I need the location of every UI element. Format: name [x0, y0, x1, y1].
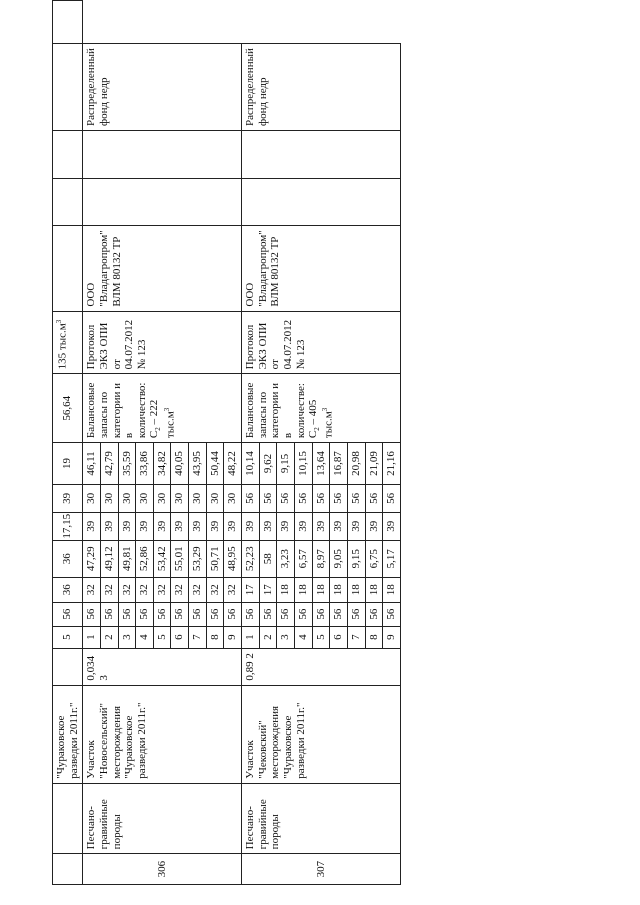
coordinate-cell: 30	[224, 484, 242, 512]
point-number: 5	[153, 626, 171, 648]
coordinate-cell: 56	[330, 484, 348, 512]
area-cell	[53, 648, 83, 685]
dash: –	[307, 416, 320, 428]
reserves-volume: 405 тыс.м	[307, 399, 336, 439]
continuation-row	[53, 1, 83, 885]
empty-cell	[53, 179, 83, 226]
coordinate-cell: 56	[347, 602, 365, 626]
area-cell: 0,034 3	[83, 648, 242, 685]
point-number: 2	[100, 626, 118, 648]
coordinate-cell: 6,57	[294, 540, 312, 577]
coordinate-cell: 56	[259, 484, 277, 512]
mineral-cell: Песчано-гравийные породы	[242, 783, 401, 854]
coordinate-cell: 39	[153, 512, 171, 540]
coordinate-cell: 30	[136, 484, 154, 512]
coordinate-cell: 36	[53, 540, 83, 577]
coordinate-cell: 32	[189, 577, 207, 602]
coordinate-cell: 56	[365, 484, 383, 512]
reserves-volume-sup: 3	[162, 407, 171, 412]
point-number: 5	[312, 626, 330, 648]
number-cell	[53, 854, 83, 885]
coordinate-cell: 39	[100, 512, 118, 540]
coordinate-cell: 56	[277, 602, 295, 626]
coordinate-cell: 18	[383, 577, 401, 602]
coordinate-cell: 49,12	[100, 540, 118, 577]
coordinate-cell: 56	[206, 602, 224, 626]
point-number: 4	[294, 626, 312, 648]
coordinate-cell: 39	[189, 512, 207, 540]
coordinate-cell: 9,15	[277, 443, 295, 485]
coordinate-cell: 50,71	[206, 540, 224, 577]
coordinate-cell: 32	[153, 577, 171, 602]
coordinate-cell: 30	[171, 484, 189, 512]
area-cell: 0,89 2	[242, 648, 401, 685]
object-cell: Участок "Новосельский" месторождения "Чураковское разведки 2011г."	[83, 685, 242, 783]
coordinate-cell: 56	[330, 602, 348, 626]
point-number: 6	[330, 626, 348, 648]
coordinate-cell: 39	[224, 512, 242, 540]
coordinate-cell: 56	[171, 602, 189, 626]
coordinate-cell: 56	[224, 602, 242, 626]
coordinate-cell: 13,64	[312, 443, 330, 485]
coordinate-cell: 5	[53, 626, 83, 648]
deposits-table	[52, 0, 401, 885]
coordinate-cell: 56	[294, 602, 312, 626]
coordinate-cell: 39	[312, 512, 330, 540]
coordinate-cell: 32	[136, 577, 154, 602]
empty-cell	[53, 131, 83, 179]
reserves-category: C	[307, 430, 320, 439]
coordinate-cell: 56	[294, 484, 312, 512]
reserves-category-sub: 2	[154, 427, 163, 431]
empty-cell	[83, 179, 242, 226]
coordinate-cell: 39	[171, 512, 189, 540]
point-row	[242, 1, 260, 885]
point-number: 9	[224, 626, 242, 648]
reserves-cell	[83, 374, 242, 443]
coordinate-cell: 49,81	[118, 540, 136, 577]
coordinate-cell: 56	[118, 602, 136, 626]
coordinate-cell: 39	[83, 512, 101, 540]
coordinate-cell: 39	[206, 512, 224, 540]
coordinate-cell: 48,95	[224, 540, 242, 577]
coordinate-cell: 30	[83, 484, 101, 512]
coordinate-cell: 53,29	[189, 540, 207, 577]
coordinate-cell: 32	[224, 577, 242, 602]
coordinate-cell: 36	[53, 577, 83, 602]
reserves-unit-sup: 3	[55, 319, 63, 324]
coordinate-cell: 39	[53, 484, 83, 512]
coordinate-cell: 18	[312, 577, 330, 602]
coordinate-cell: 56	[383, 602, 401, 626]
empty-cell	[53, 226, 83, 311]
empty-cell	[53, 44, 83, 131]
record-number: 307	[242, 854, 401, 885]
coordinate-cell: 9,15	[347, 540, 365, 577]
coordinate-cell: 32	[118, 577, 136, 602]
coordinate-cell: 30	[189, 484, 207, 512]
point-number: 3	[277, 626, 295, 648]
reserves-value: 135 тыс.м	[56, 323, 69, 370]
coordinate-cell: 16,87	[330, 443, 348, 485]
coordinate-cell: 30	[153, 484, 171, 512]
coordinate-cell: 39	[118, 512, 136, 540]
coordinate-cell: 35,59	[118, 443, 136, 485]
coordinate-cell: 9,05	[330, 540, 348, 577]
coordinate-cell: 39	[365, 512, 383, 540]
point-number: 2	[259, 626, 277, 648]
coordinate-cell: 30	[100, 484, 118, 512]
point-number: 8	[365, 626, 383, 648]
coordinate-cell: 55,01	[171, 540, 189, 577]
coordinate-cell: 56	[347, 484, 365, 512]
coordinate-cell: 5,17	[383, 540, 401, 577]
dash: –	[148, 416, 161, 428]
coordinate-cell: 56	[242, 602, 260, 626]
coordinate-cell: 21,09	[365, 443, 383, 485]
coordinate-cell: 48,22	[224, 443, 242, 485]
coordinate-cell: 56	[189, 602, 207, 626]
coordinate-cell: 46,11	[83, 443, 101, 485]
coordinate-cell: 58	[259, 540, 277, 577]
record-number: 306	[83, 854, 242, 885]
coordinate-cell: 56	[53, 602, 83, 626]
coordinate-cell: 52,86	[136, 540, 154, 577]
point-number: 9	[383, 626, 401, 648]
coordinate-cell: 39	[294, 512, 312, 540]
coordinate-cell: 39	[330, 512, 348, 540]
coordinate-cell: 56	[83, 602, 101, 626]
reserves-category: C	[148, 430, 161, 439]
coordinate-cell: 17,15	[53, 512, 83, 540]
reserves-category-sub: 2	[313, 427, 322, 431]
coordinate-cell: 39	[259, 512, 277, 540]
coordinate-cell: 39	[242, 512, 260, 540]
coordinate-cell: 10,15	[294, 443, 312, 485]
reserves-text: Балансовые запасы по категории и в количестве:	[244, 382, 307, 439]
empty-cell	[83, 131, 242, 179]
coordinate-cell: 56	[153, 602, 171, 626]
point-number: 1	[242, 626, 260, 648]
coordinate-cell: 53,42	[153, 540, 171, 577]
coordinate-cell: 40,05	[171, 443, 189, 485]
coordinate-cell: 50,44	[206, 443, 224, 485]
mineral-cell	[53, 783, 83, 854]
coordinate-cell: 34,82	[153, 443, 171, 485]
coordinate-cell: 32	[171, 577, 189, 602]
point-row	[83, 1, 101, 885]
coordinate-cell: 56	[259, 602, 277, 626]
coordinate-cell: 47,29	[83, 540, 101, 577]
license-cell: ООО "Владагропром" ВЛМ 80132 ТР	[83, 226, 242, 311]
reserves-volume: 222 тыс.м	[148, 399, 177, 439]
coordinate-cell: 56	[312, 602, 330, 626]
point-number: 7	[189, 626, 207, 648]
reserves-volume-sup: 3	[321, 407, 330, 412]
mineral-cell: Песчано-гравийные породы	[83, 783, 242, 854]
point-number: 8	[206, 626, 224, 648]
coordinate-cell: 9,62	[259, 443, 277, 485]
coordinate-cell: 17	[242, 577, 260, 602]
coordinate-cell: 32	[83, 577, 101, 602]
coordinate-cell: 39	[383, 512, 401, 540]
coordinate-cell: 18	[330, 577, 348, 602]
coordinate-cell: 56	[383, 484, 401, 512]
coordinate-cell: 18	[294, 577, 312, 602]
coordinate-cell: 19	[53, 443, 83, 485]
coordinate-cell: 39	[277, 512, 295, 540]
license-cell: ООО "Владагропром" ВЛМ 80132 ТР	[242, 226, 401, 311]
coordinate-cell: 56	[136, 602, 154, 626]
object-cell: Участок "Чековский" месторождения "Чураковское разведки 2011г."	[242, 685, 401, 783]
point-number: 7	[347, 626, 365, 648]
coordinate-cell: 43,95	[189, 443, 207, 485]
coordinate-cell: 18	[365, 577, 383, 602]
status-cell: Распределенный фонд недр	[242, 44, 401, 131]
coordinate-cell: 6,75	[365, 540, 383, 577]
reserves-text: Балансовые запасы по категории и в количество:	[85, 382, 148, 439]
reserves-amount	[148, 378, 177, 438]
coordinate-cell: 20,98	[347, 443, 365, 485]
coordinate-cell: 42,79	[100, 443, 118, 485]
reserves-amount	[307, 378, 336, 438]
coordinate-cell: 17	[259, 577, 277, 602]
coordinate-cell: 56	[312, 484, 330, 512]
coordinate-cell: 30	[206, 484, 224, 512]
coordinate-cell: 3,23	[277, 540, 295, 577]
coordinate-cell: 56	[100, 602, 118, 626]
reserves-cell	[242, 374, 401, 443]
coordinate-cell: 39	[347, 512, 365, 540]
protocol-cell: Протокол ЭКЗ ОПИ от 04.07.2012 № 123	[83, 311, 242, 374]
coordinate-cell: 10,14	[242, 443, 260, 485]
coordinate-cell: 18	[277, 577, 295, 602]
coordinate-cell: 18	[347, 577, 365, 602]
coordinate-cell: 56	[365, 602, 383, 626]
coordinate-cell: 56,64	[53, 374, 83, 443]
point-number: 6	[171, 626, 189, 648]
object-cell: "Чураковское разведки 2011г."	[53, 685, 83, 783]
coordinate-cell: 32	[206, 577, 224, 602]
coordinate-cell: 32	[100, 577, 118, 602]
coordinate-cell: 39	[136, 512, 154, 540]
point-number: 4	[136, 626, 154, 648]
empty-cell	[53, 1, 83, 44]
coordinate-cell: 30	[118, 484, 136, 512]
point-number: 3	[118, 626, 136, 648]
coordinate-cell: 21,16	[383, 443, 401, 485]
coordinate-cell: 52,23	[242, 540, 260, 577]
point-number: 1	[83, 626, 101, 648]
status-cell: Распределенный фонд недр	[83, 44, 242, 131]
reserves-cell	[53, 311, 83, 374]
empty-cell	[242, 131, 401, 179]
empty-cell	[242, 179, 401, 226]
coordinate-cell: 33,86	[136, 443, 154, 485]
protocol-cell: Протокол ЭКЗ ОПИ от 04.07.2012 № 123	[242, 311, 401, 374]
coordinate-cell: 56	[277, 484, 295, 512]
coordinate-cell: 8,97	[312, 540, 330, 577]
coordinate-cell: 56	[242, 484, 260, 512]
